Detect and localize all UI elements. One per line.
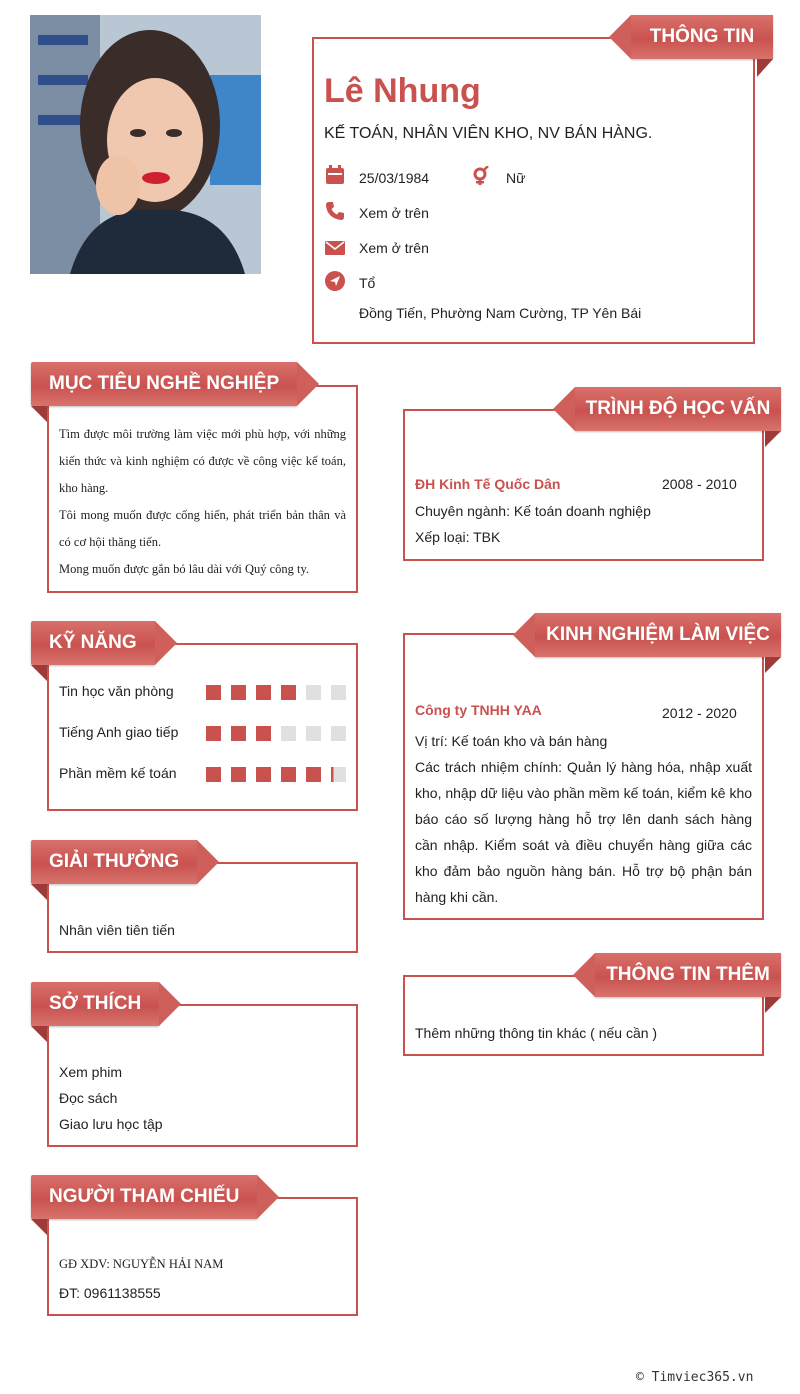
address-line-1: Tổ (359, 275, 376, 291)
hobbies-list (59, 1059, 163, 1137)
skill-dot (331, 726, 346, 741)
company-name: Công ty TNHH YAA (415, 702, 542, 718)
objective-box (47, 385, 358, 593)
skill-row (59, 683, 346, 703)
extra-info-text: Thêm những thông tin khác ( nếu cần ) (415, 1025, 658, 1041)
ribbon-fold (757, 59, 773, 77)
experience-description: Các trách nhiệm chính: Quản lý hàng hóa, nhập xuất kho, nhập dữ liệu vào phần mềm kế toán, kiểm kê kho báo cáo số lượng hàng hỗ trợ lên danh sách hàng cần nhập. Kiểm soát và điều chuyển hàng giữa các kho đảm bảo nguồn hàng bán. Hỗ trợ bộ phận bán hàng khi cần. (415, 759, 753, 905)
skill-dot (231, 726, 246, 741)
objective-title: MỤC TIÊU NGHỀ NGHIỆP (31, 362, 297, 406)
objective-line: Tìm được môi trường làm việc mới phù hợp, với những kiến thức và kinh nghiệm có được về công việc kế toán, kho hàng. (59, 427, 346, 495)
skill-dot (306, 685, 321, 700)
ribbon-fold (765, 431, 781, 447)
award-item: Nhân viên tiên tiến (59, 922, 175, 938)
experience-box (403, 633, 764, 920)
objective-text (59, 421, 346, 583)
ribbon-fold (31, 1026, 47, 1042)
skill-dot (306, 726, 321, 741)
education-title: TRÌNH ĐỘ HỌC VẤN (575, 387, 781, 431)
skill-dot (206, 767, 221, 782)
hobbies-title: SỞ THÍCH (31, 982, 159, 1026)
skill-name: Phần mềm kế toán (59, 765, 177, 781)
experience-role: Vị trí: Kế toán kho và bán hàng (415, 733, 608, 749)
hobby-item: Xem phim (59, 1064, 123, 1080)
skill-row (59, 724, 346, 744)
references-title: NGƯỜI THAM CHIẾU (31, 1175, 257, 1219)
ribbon-fold (31, 406, 47, 422)
experience-title: KINH NGHIỆM LÀM VIỆC (535, 613, 781, 657)
phone: Xem ở trên (359, 205, 429, 221)
mail-icon (325, 238, 345, 258)
skill-dot (231, 685, 246, 700)
skill-dot (306, 767, 321, 782)
reference-phone: ĐT: 0961138555 (59, 1285, 161, 1301)
candidate-name: Lê Nhung (324, 72, 481, 110)
skill-row (59, 765, 346, 785)
phone-icon (325, 201, 345, 221)
skill-dot (281, 767, 296, 782)
skill-dot (206, 726, 221, 741)
skill-dot (231, 767, 246, 782)
hobby-item: Đọc sách (59, 1090, 118, 1106)
experience-years: 2012 - 2020 (662, 705, 737, 721)
calendar-icon (325, 165, 345, 185)
ribbon-fold (31, 665, 47, 681)
ribbon-fold (765, 997, 781, 1013)
skill-dot (281, 685, 296, 700)
extra-info-title: THÔNG TIN THÊM (595, 953, 781, 997)
reference-name: GĐ XDV: NGUYỄN HẢI NAM (59, 1257, 224, 1271)
address-line-2: Đồng Tiến, Phường Nam Cường, TP Yên Bái (359, 305, 642, 321)
education-years: 2008 - 2010 (662, 476, 737, 492)
skill-dot (256, 767, 271, 782)
skills-title: KỸ NĂNG (31, 621, 155, 665)
portrait-image (30, 15, 261, 274)
skill-dot (331, 685, 346, 700)
candidate-position: KẾ TOÁN, NHÂN VIÊN KHO, NV BÁN HÀNG. (324, 125, 653, 142)
gender: Nữ (506, 170, 526, 186)
ribbon-fold (31, 884, 47, 900)
skill-dot (206, 685, 221, 700)
education-major: Chuyên ngành: Kế toán doanh nghiệp (415, 503, 651, 519)
skill-name: Tiếng Anh giao tiếp (59, 724, 179, 740)
birthday: 25/03/1984 (359, 170, 430, 186)
skill-dot (256, 685, 271, 700)
skill-rating (206, 767, 346, 782)
objective-line: Tôi mong muốn được cống hiến, phát triển bản thân và có cơ hội thăng tiến. (59, 508, 346, 549)
education-box (403, 409, 764, 561)
objective-line: Mong muốn được gắn bó lâu dài với Quý công ty. (59, 562, 310, 576)
gender-icon (470, 166, 490, 186)
email: Xem ở trên (359, 240, 429, 256)
location-icon (325, 271, 345, 291)
skill-dot (281, 726, 296, 741)
ribbon-fold (31, 1219, 47, 1235)
copyright: © Timviec365.vn (636, 1370, 754, 1385)
skills-box (47, 643, 358, 811)
education-grade: Xếp loại: TBK (415, 529, 501, 545)
awards-title: GIẢI THƯỞNG (31, 840, 197, 884)
skill-rating (206, 685, 346, 700)
profile-photo (30, 15, 261, 274)
profile-section-title: THÔNG TIN (631, 15, 773, 59)
hobby-item: Giao lưu học tập (59, 1116, 163, 1132)
skill-rating (206, 726, 346, 741)
skill-dot (256, 726, 271, 741)
school-name: ĐH Kinh Tế Quốc Dân (415, 476, 561, 492)
skill-dot (331, 767, 346, 782)
skill-name: Tin học văn phòng (59, 683, 174, 699)
ribbon-fold (765, 657, 781, 673)
